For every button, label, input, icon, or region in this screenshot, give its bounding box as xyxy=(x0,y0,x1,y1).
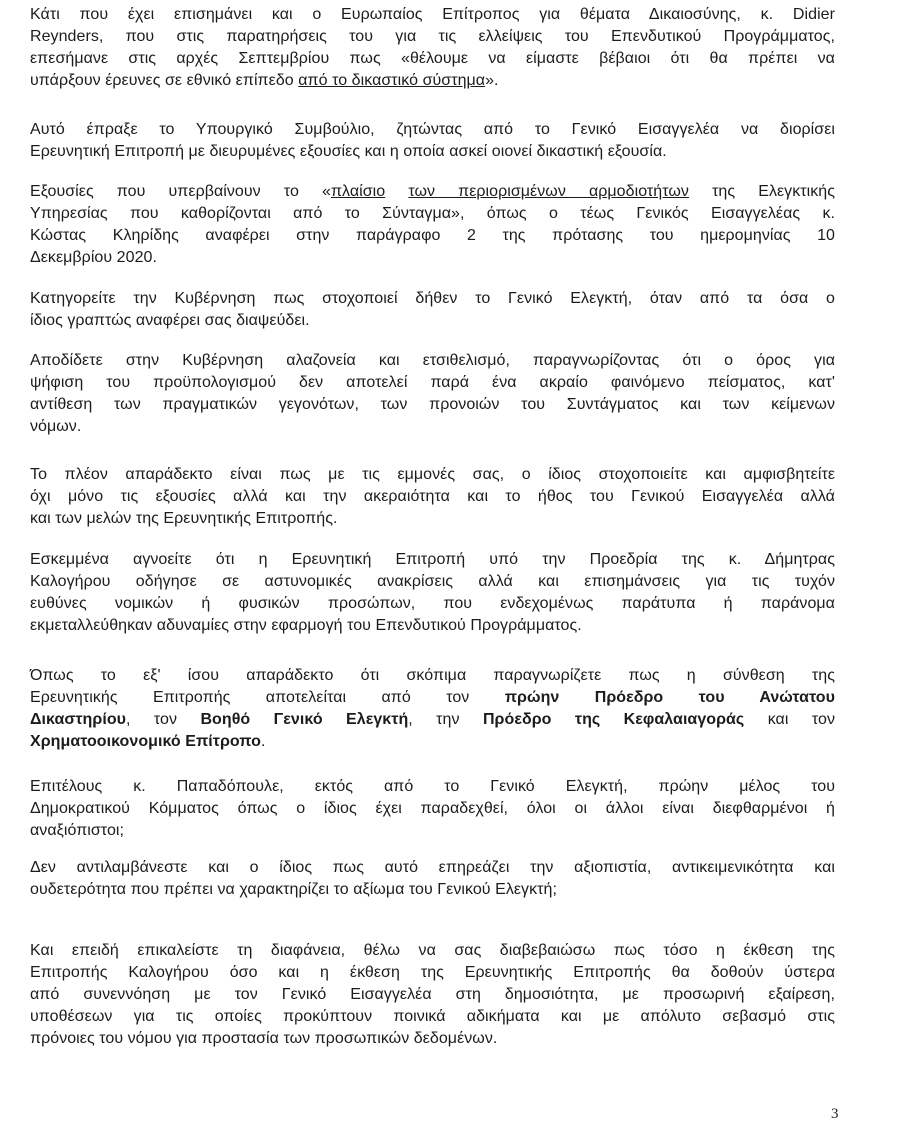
text-line xyxy=(30,119,835,141)
text-run: Επιτέλους κ. Παπαδόπουλε, εκτός από το Γενικό Ελεγκτή, πρώην μέλος του xyxy=(30,778,835,795)
text-run: και των μελών της Ερευνητικής Επιτροπής. xyxy=(30,510,338,527)
text-run: ίδιος γραπτώς αναφέρει σας διαψεύδει. xyxy=(30,312,310,329)
page-number: 3 xyxy=(831,1106,839,1122)
underlined-text: από το δικαστικό σύστημα xyxy=(298,72,486,89)
text-line xyxy=(30,181,835,203)
text-run: επεσήμανε στις αρχές Σεπτεμβρίου πως «θέλουμε να είμαστε βέβαιοι ότι θα πρέπει να xyxy=(30,50,835,67)
text-line xyxy=(30,48,835,70)
bold-text: Πρόεδρο της Κεφαλαιαγοράς xyxy=(482,711,745,728)
paragraph-11 xyxy=(30,940,835,1050)
text-line xyxy=(30,350,835,372)
paragraph-5 xyxy=(30,350,835,438)
text-run: Και επειδή επικαλείστε τη διαφάνεια, θέλω να σας διαβεβαιώσω πως τόσο η έκθεση της xyxy=(30,942,835,959)
bold-text: Δικαστηρίου xyxy=(30,711,127,728)
underlined-text: των περιορισμένων αρμοδιοτήτων xyxy=(408,183,689,200)
text-run: Δεν αντιλαμβάνεστε και ο ίδιος πως αυτό επηρεάζει την αξιοπιστία, αντικειμενικότητα και xyxy=(30,859,835,876)
text-run: υποθέσεων για τις οποίες προκύπτουν ποινικά αδικήματα και με απόλυτο σεβασμό στις xyxy=(30,1008,835,1025)
text-run: Κώστας Κληρίδης αναφέρει στην παράγραφο 2 της πρότασης του ημερομηνίας 10 xyxy=(30,227,835,244)
paragraph-1 xyxy=(30,4,835,92)
text-run: Επιτροπής Καλογήρου όσο και η έκθεση της Ερευνητικής Επιτροπής θα δοθούν ύστερα xyxy=(30,964,835,981)
text-line xyxy=(30,798,835,820)
text-line xyxy=(30,26,835,48)
text-run: ουδετερότητα που πρέπει να χαρακτηρίζει το αξίωμα του Γενικού Ελεγκτή; xyxy=(30,881,557,898)
text-run: Δημοκρατικού Κόμματος όπως ο ίδιος έχει παραδεχθεί, όλοι οι άλλοι είναι διεφθαρμένοι ή xyxy=(30,800,835,817)
text-line xyxy=(30,225,835,247)
text-run: Δεκεμβρίου 2020. xyxy=(30,249,157,266)
text-run: νόμων. xyxy=(30,418,82,435)
text-run: ». xyxy=(485,72,499,89)
text-run: ψήφιση του προϋπολογισμού δεν αποτελεί παρά ένα ακραίο φαινόμενο πείσματος, κατ' xyxy=(30,374,835,391)
text-run: της Ελεγκτικής xyxy=(688,183,836,200)
text-line xyxy=(30,203,835,225)
bold-text: Χρηματοοικονομικό Επίτροπο xyxy=(30,733,261,750)
paragraph-7 xyxy=(30,549,835,637)
text-run: υπάρξουν έρευνες σε εθνικό επίπεδο xyxy=(30,72,299,89)
paragraph-3 xyxy=(30,181,835,269)
text-line xyxy=(30,940,835,962)
paragraph-8 xyxy=(30,665,835,753)
text-line xyxy=(30,820,835,842)
text-run: πρόνοιες του νόμου για προστασία των προσωπικών δεδομένων. xyxy=(30,1030,498,1047)
text-line xyxy=(30,394,835,416)
paragraph-6 xyxy=(30,464,835,530)
text-line xyxy=(30,416,835,438)
text-line xyxy=(30,709,835,731)
text-run: αναξιόπιστοι; xyxy=(30,822,125,839)
text-run: Καλογήρου οδήγησε σε αστυνομικές ανακρίσεις αλλά και επισημάνσεις για τις τυχόν xyxy=(30,573,835,590)
text-run: Κατηγορείτε την Κυβέρνηση πως στοχοποιεί δήθεν το Γενικό Ελεγκτή, όταν από τα όσα ο xyxy=(30,290,835,307)
text-run: Υπηρεσίας που καθορίζονται από το Σύνταγμα», όπως ο τέως Γενικός Εισαγγελέας κ. xyxy=(30,205,835,222)
text-line xyxy=(30,857,835,879)
text-line xyxy=(30,1028,835,1050)
text-line xyxy=(30,4,835,26)
text-run: Αποδίδετε στην Κυβέρνηση αλαζονεία και ετσιθελισμό, παραγνωρίζοντας ότι ο όρος για xyxy=(30,352,835,369)
text-run: από συνεννόηση με τον Γενικό Εισαγγελέα στη δημοσιότητα, με προσωρινή εξαίρεση, xyxy=(30,986,835,1003)
text-line xyxy=(30,879,835,901)
text-line xyxy=(30,141,835,163)
text-run: Το πλέον απαράδεκτο είναι πως με τις εμμονές σας, ο ίδιος στοχοποιείτε και αμφισβητείτε xyxy=(30,466,835,483)
text-line xyxy=(30,984,835,1006)
paragraph-2 xyxy=(30,119,835,163)
text-run: αντίθεση των πραγματικών γεγονότων, των προνοιών του Συντάγματος και των κείμενων xyxy=(30,396,835,413)
text-run: Αυτό έπραξε το Υπουργικό Συμβούλιο, ζητώντας από το Γενικό Εισαγγελέα να διορίσει xyxy=(30,121,835,138)
text-line xyxy=(30,571,835,593)
text-line xyxy=(30,687,835,709)
text-run: , τον xyxy=(126,711,201,728)
text-run xyxy=(385,183,408,200)
text-run: όχι μόνο τις εξουσίες αλλά και την ακεραιότητα και το ήθος του Γενικού Εισαγγελέα αλλά xyxy=(30,488,835,505)
text-run: , την xyxy=(408,711,483,728)
text-run: Εσκεμμένα αγνοείτε ότι η Ερευνητική Επιτροπή υπό την Προεδρία της κ. Δήμητρας xyxy=(30,551,835,568)
bold-text: πρώην Πρόεδρο του Ανώτατου xyxy=(504,689,835,706)
text-line xyxy=(30,247,835,269)
text-line xyxy=(30,310,835,332)
text-line xyxy=(30,486,835,508)
text-line xyxy=(30,1006,835,1028)
text-line xyxy=(30,731,835,753)
paragraph-4 xyxy=(30,288,835,332)
underlined-text: πλαίσιο xyxy=(330,183,386,200)
text-run: Κάτι που έχει επισημάνει και ο Ευρωπαίος Επίτροπος για θέματα Δικαιοσύνης, κ. Didier xyxy=(30,6,835,23)
text-run: Όπως το εξ' ίσου απαράδεκτο ότι σκόπιμα παραγνωρίζετε πως η σύνθεση της xyxy=(30,667,835,684)
paragraph-9 xyxy=(30,776,835,842)
text-line xyxy=(30,665,835,687)
text-line xyxy=(30,593,835,615)
text-line xyxy=(30,776,835,798)
text-run: . xyxy=(260,733,266,750)
text-run: εκμεταλλεύθηκαν αδυναμίες στην εφαρμογή του Επενδυτικού Προγράμματος. xyxy=(30,617,582,634)
text-line xyxy=(30,70,835,92)
text-line xyxy=(30,962,835,984)
paragraph-10 xyxy=(30,857,835,901)
text-run: Reynders, που στις παρατηρήσεις του για τις ελλείψεις του Επενδυτικού Προγράμματος, xyxy=(30,28,835,45)
bold-text: Βοηθό Γενικό Ελεγκτή xyxy=(200,711,409,728)
text-run: και τον xyxy=(744,711,836,728)
text-run: Εξουσίες που υπερβαίνουν το « xyxy=(30,183,331,200)
text-run: Ερευνητικής Επιτροπής αποτελείται από τον xyxy=(30,689,505,706)
text-run: Ερευνητική Επιτροπή με διευρυμένες εξουσίες και η οποία ασκεί οιονεί δικαστική εξουσία. xyxy=(30,143,667,160)
text-line xyxy=(30,549,835,571)
text-line xyxy=(30,464,835,486)
text-run: ευθύνες νομικών ή φυσικών προσώπων, που ενδεχομένως παράτυπα ή παράνομα xyxy=(30,595,835,612)
text-line xyxy=(30,288,835,310)
text-line xyxy=(30,615,835,637)
text-line xyxy=(30,508,835,530)
text-line xyxy=(30,372,835,394)
